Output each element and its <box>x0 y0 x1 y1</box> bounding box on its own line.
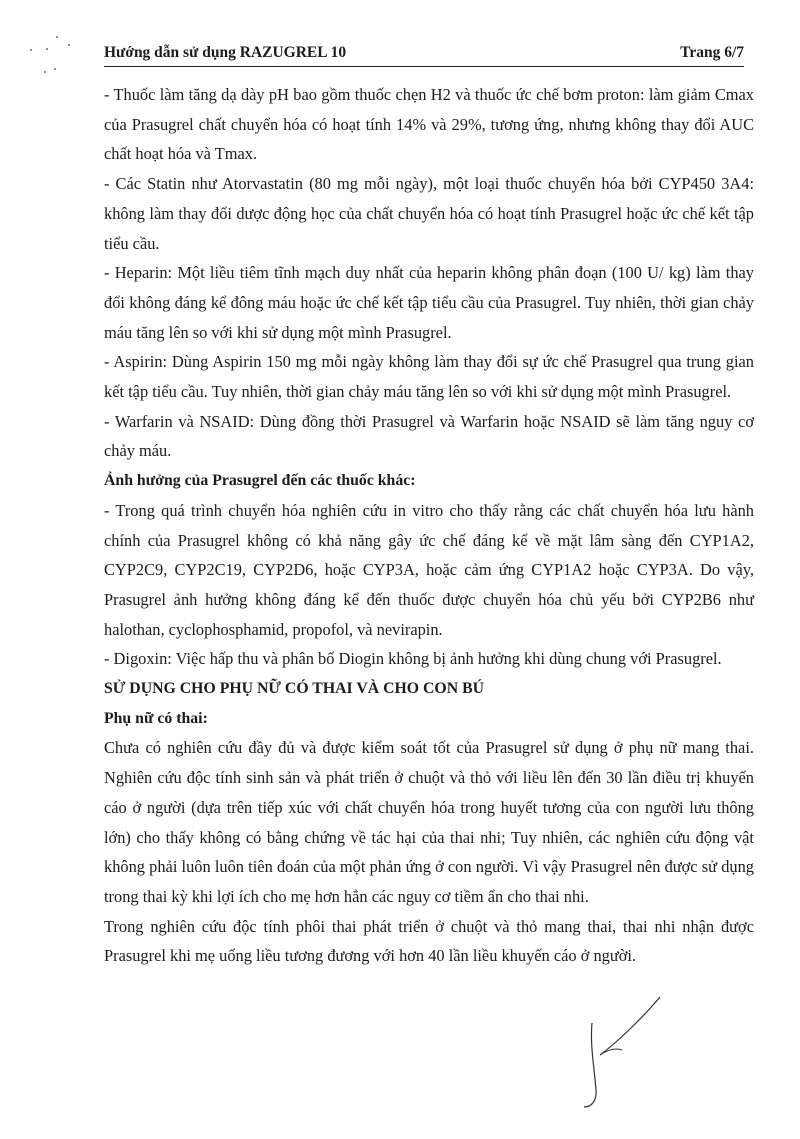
scan-speck <box>44 71 46 73</box>
paragraph-statin-interaction: - Các Statin như Atorvastatin (80 mg mỗi ngày), một loại thuốc chuyển hóa bởi CYP450 3A4: không làm thay đổi dược động học của chất chuyển hóa có hoạt tính Prasugrel hoặc ức chế kết tập tiểu cầu. <box>104 174 754 253</box>
paragraph-ph-interaction: - Thuốc làm tăng dạ dày pH bao gồm thuốc chẹn H2 và thuốc ức chế bơm proton: làm giảm Cmax của Prasugrel chất chuyển hóa có hoạt tính 14% và 29%, tương ứng, nhưng không thay đổi AUC chất hoạt hóa và Tmax. <box>104 85 754 164</box>
paragraph-warfarin-nsaid-interaction: - Warfarin và NSAID: Dùng đồng thời Prasugrel và Warfarin hoặc NSAID sẽ làm tăng nguy cơ chảy máu. <box>104 411 754 461</box>
paragraph-aspirin-interaction: - Aspirin: Dùng Aspirin 150 mg mỗi ngày không làm thay đổi sự ức chế Prasugrel qua trung gian kết tập tiểu cầu. Tuy nhiên, thời gian chảy máu tăng lên so với khi sử dụng một mình Prasugrel. <box>104 352 754 402</box>
scan-speck <box>30 49 32 51</box>
paragraph-pregnancy-studies: Chưa có nghiên cứu đầy đủ và được kiểm soát tốt của Prasugrel sử dụng ở phụ nữ mang thai. Nghiên cứu độc tính sinh sản và phát triển ở chuột và thỏ với liều lên đến 30 lần điều trị khuyến cáo ở người (dựa trên tiếp xúc với chất chuyển hóa trong huyết tương của con người lưu thông lớn) cho thấy không có bằng chứng về tác hại của thai nhi; Tuy nhiên, các nghiên cứu động vật không phải luôn luôn tiên đoán của một phản ứng ở con người. Vì vậy Prasugrel nên được sử dụng trong thai kỳ khi lợi ích cho mẹ hơn hẳn các nguy cơ tiềm ẩn cho thai nhi. <box>104 738 754 906</box>
page-header <box>104 44 744 67</box>
section-heading-pregnancy-lactation: SỬ DỤNG CHO PHỤ NỮ CÓ THAI VÀ CHO CON BÚ <box>104 680 485 698</box>
heading-pregnant-women: Phụ nữ có thai: <box>104 709 208 727</box>
scan-speck <box>56 36 58 38</box>
paragraph-heparin-interaction: - Heparin: Một liều tiêm tĩnh mạch duy nhất của heparin không phân đoạn (100 U/ kg) làm thay đổi không đáng kể đông máu hoặc ức chế kết tập tiểu cầu của Prasugrel. Tuy nhiên, thời gian chảy máu tăng lên so với khi sử dụng một mình Prasugrel. <box>104 263 754 342</box>
scan-speck <box>68 44 70 46</box>
paragraph-cyp-metabolism: - Trong quá trình chuyển hóa nghiên cứu in vitro cho thấy rằng các chất chuyển hóa lưu hành chính của Prasugrel không có khả năng gây ức chế đáng kể về mặt lâm sàng đến CYP1A2, CYP2C9, CYP2C19, CYP2D6, hoặc CYP3A, hoặc cảm ứng CYP1A2 hoặc CYP3A. Do vậy, Prasugrel ảnh hưởng không đáng kể đến thuốc được chuyển hóa chủ yếu bởi CYP2B6 như halothan, cyclophosphamid, propofol, và nevirapin. <box>104 500 754 639</box>
document-title: Hướng dẫn sử dụng RAZUGREL 10 <box>104 44 347 61</box>
scan-speck <box>54 68 56 70</box>
scan-speck <box>46 48 48 50</box>
paragraph-embryo-toxicity: Trong nghiên cứu độc tính phôi thai phát triển ở chuột và thỏ mang thai, thai nhi nhận được Prasugrel khi mẹ uống liều tương đương với hơn 40 lần liều khuyến cáo ở người. <box>104 916 754 966</box>
document-body <box>104 80 754 971</box>
page-number: Trang 6/7 <box>680 44 744 61</box>
handwritten-signature <box>570 995 670 1115</box>
heading-effects-on-other-drugs: Ảnh hưởng của Prasugrel đến các thuốc khác: <box>104 472 416 490</box>
paragraph-digoxin: - Digoxin: Việc hấp thu và phân bố Diogin không bị ảnh hưởng khi dùng chung với Prasugrel. <box>104 649 722 669</box>
scan-specks <box>30 36 70 76</box>
